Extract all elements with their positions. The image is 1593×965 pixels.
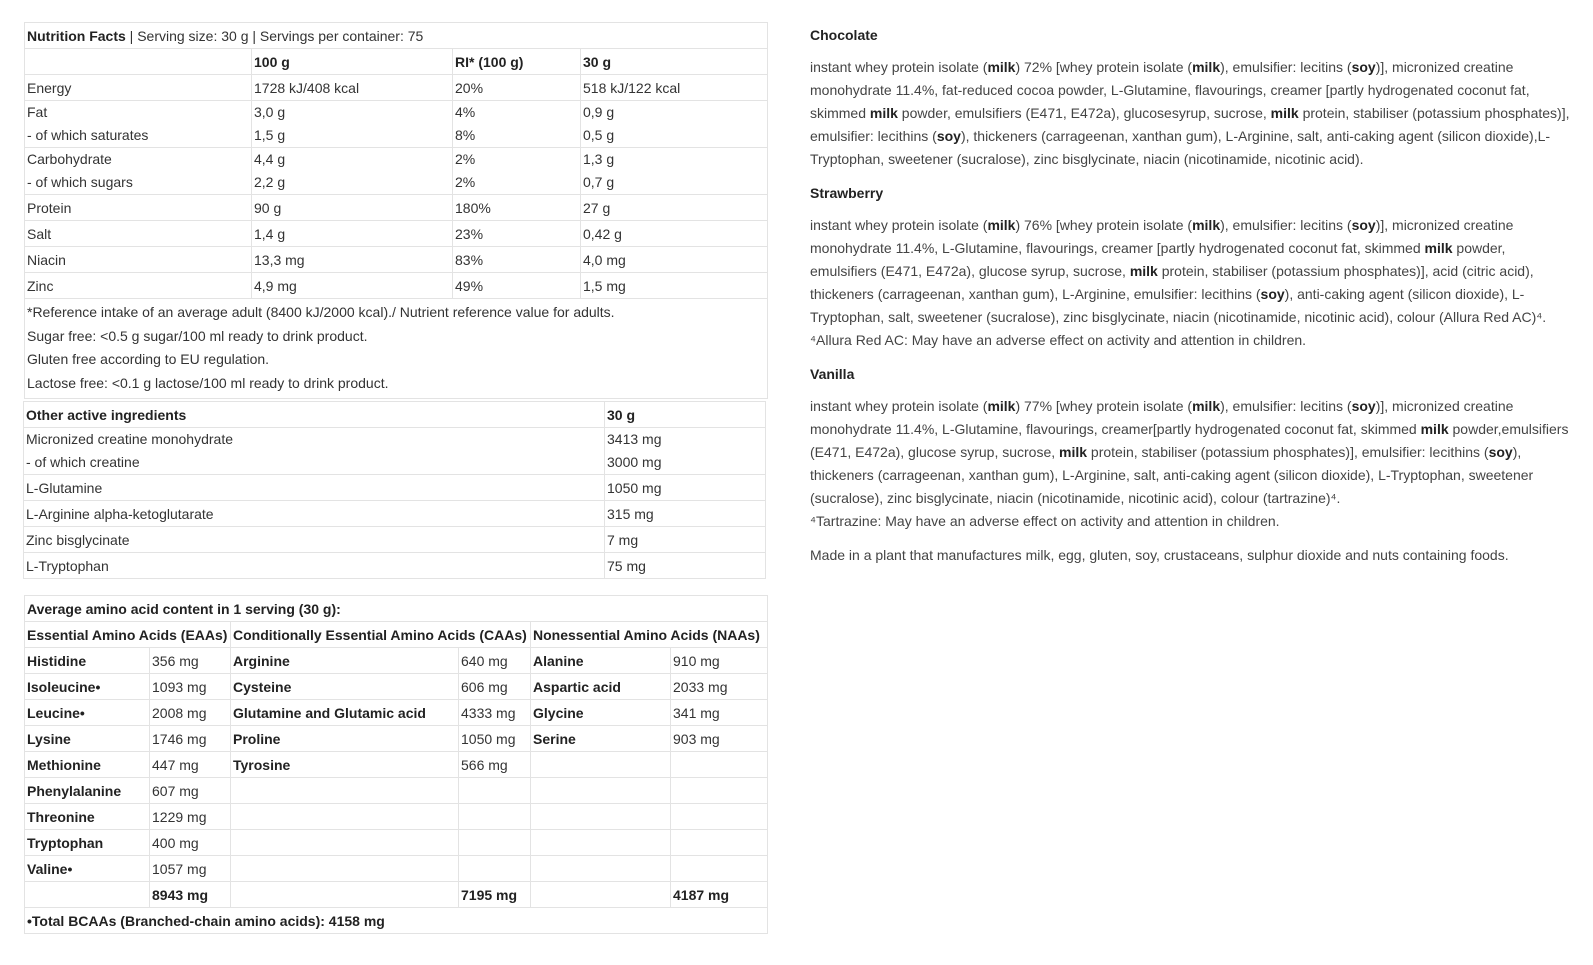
nutrition-title-row bbox=[25, 23, 768, 49]
eaa-value: 447 mg bbox=[150, 752, 231, 778]
naa-value: 910 mg bbox=[671, 648, 768, 674]
value-30g: 27 g bbox=[581, 195, 768, 221]
total-cell bbox=[531, 882, 671, 908]
eaa-value: 400 mg bbox=[150, 830, 231, 856]
caa-name bbox=[231, 804, 459, 830]
flavor-ingredients-text: instant whey protein isolate (milk) 72% [whey protein isolate (milk), emulsifier: lecitins (soy)], micronized creatine monohydrate 11.4%, fat-reduced cocoa powder, L-Glutamine, flavourings, creamer [partly hydrogenated coconut fat, skimmed milk powder, emulsifiers (E471, E472a), glucosesyrup, sucrose, milk protein, stabiliser (potassium phosphates)], emulsifier: lecithins (soy), thickeners (carrageenan, xanthan gum), L-Arginine, salt, anti-caking agent (silicon dioxide),L-Tryptophan, sweetener (sucralose), zinc bisglycinate, niacin (nicotinamide, nicotinic acid). bbox=[810, 59, 1570, 167]
value: 0,9 g bbox=[583, 104, 615, 120]
caa-value: 4333 mg bbox=[459, 700, 531, 726]
caa-value bbox=[459, 804, 531, 830]
value-30g bbox=[581, 101, 768, 148]
total-eaa: 8943 mg bbox=[150, 882, 231, 908]
caa-name bbox=[231, 856, 459, 882]
flavor-title: Chocolate bbox=[810, 27, 878, 43]
caa-name: Tyrosine bbox=[231, 752, 459, 778]
caa-value: 640 mg bbox=[459, 648, 531, 674]
other-header: Other active ingredients bbox=[24, 402, 605, 428]
nutrient-name: Salt bbox=[25, 221, 252, 247]
eaa-name: Lysine bbox=[25, 726, 150, 752]
other-active-ingredients-table bbox=[23, 401, 766, 579]
caa-value: 1050 mg bbox=[459, 726, 531, 752]
allergen-word: milk bbox=[987, 217, 1016, 233]
table-row bbox=[25, 247, 768, 273]
naa-name: Aspartic acid bbox=[531, 674, 671, 700]
eaa-name: Valine• bbox=[25, 856, 150, 882]
eaa-value: 1093 mg bbox=[150, 674, 231, 700]
naa-value bbox=[671, 804, 768, 830]
value: 1,5 g bbox=[254, 127, 286, 143]
allergen-statement: Made in a plant that manufactures milk, egg, gluten, soy, crustaceans, sulphur dioxide and nuts containing foods. bbox=[810, 547, 1509, 563]
table-row bbox=[25, 273, 768, 299]
naa-value: 2033 mg bbox=[671, 674, 768, 700]
amino-acid-table bbox=[24, 595, 768, 934]
note-line: *Reference intake of an average adult (8400 kJ/2000 kcal)./ Nutrient reference value for adults. bbox=[27, 304, 615, 320]
note-line: Gluten free according to EU regulation. bbox=[27, 351, 270, 367]
amino-title-row bbox=[25, 596, 768, 622]
group-header-naa: Nonessential Amino Acids (NAAs) bbox=[531, 622, 768, 648]
table-row bbox=[24, 527, 766, 553]
naa-value bbox=[671, 778, 768, 804]
bcaa-total: •Total BCAAs (Branched-chain amino acids): 4158 mg bbox=[25, 908, 768, 934]
value: 3413 mg bbox=[607, 431, 662, 447]
nutrient-sub: - of which saturates bbox=[27, 127, 149, 143]
value: 4,4 g bbox=[254, 151, 286, 167]
value-30g bbox=[581, 148, 768, 195]
allergen-word: milk bbox=[987, 398, 1016, 414]
nutrient-sub: - of which sugars bbox=[27, 174, 133, 190]
naa-value bbox=[671, 856, 768, 882]
nutrient-name: Zinc bbox=[25, 273, 252, 299]
nutrient-name: Energy bbox=[25, 75, 252, 101]
caa-name: Cysteine bbox=[231, 674, 459, 700]
value: 2,2 g bbox=[254, 174, 286, 190]
value: 2% bbox=[455, 174, 476, 190]
caa-value bbox=[459, 830, 531, 856]
eaa-value: 1229 mg bbox=[150, 804, 231, 830]
group-header-caa: Conditionally Essential Amino Acids (CAAs) bbox=[231, 622, 531, 648]
eaa-value: 607 mg bbox=[150, 778, 231, 804]
naa-value bbox=[671, 752, 768, 778]
table-row bbox=[25, 700, 768, 726]
naa-name bbox=[531, 830, 671, 856]
header-cell: 30 g bbox=[581, 49, 768, 75]
nutrient-name: Niacin bbox=[25, 247, 252, 273]
allergen-word: milk bbox=[1420, 421, 1449, 437]
note-line: Lactose free: <0.1 g lactose/100 ml ready to drink product. bbox=[27, 374, 389, 391]
amino-footer-row bbox=[25, 908, 768, 934]
naa-name bbox=[531, 752, 671, 778]
table-row bbox=[25, 804, 768, 830]
eaa-name: Tryptophan bbox=[25, 830, 150, 856]
naa-value: 903 mg bbox=[671, 726, 768, 752]
eaa-value: 1746 mg bbox=[150, 726, 231, 752]
caa-name: Arginine bbox=[231, 648, 459, 674]
allergen-word: milk bbox=[1424, 240, 1453, 256]
value: 2% bbox=[455, 151, 476, 167]
eaa-value: 1057 mg bbox=[150, 856, 231, 882]
nutrient-name bbox=[25, 101, 252, 148]
table-row bbox=[25, 830, 768, 856]
eaa-name: Isoleucine• bbox=[25, 674, 150, 700]
allergen-word: soy bbox=[1351, 398, 1376, 414]
table-row bbox=[25, 148, 768, 195]
value-ri: 83% bbox=[453, 247, 581, 273]
amino-group-row bbox=[25, 622, 768, 648]
table-row bbox=[25, 648, 768, 674]
eaa-value: 2008 mg bbox=[150, 700, 231, 726]
amino-totals-row bbox=[25, 882, 768, 908]
table-row bbox=[25, 101, 768, 148]
amino-rows bbox=[25, 648, 768, 882]
table-row bbox=[24, 501, 766, 527]
naa-name: Glycine bbox=[531, 700, 671, 726]
flavor-title: Vanilla bbox=[810, 366, 855, 382]
allergen-word: milk bbox=[869, 105, 898, 121]
header-cell bbox=[25, 49, 252, 75]
flavor-note: ⁴Tartrazine: May have an adverse effect on activity and attention in children. bbox=[810, 513, 1280, 529]
total-cell bbox=[25, 882, 150, 908]
value: 0,7 g bbox=[583, 174, 615, 190]
caa-value: 566 mg bbox=[459, 752, 531, 778]
value-ri: 23% bbox=[453, 221, 581, 247]
naa-name: Serine bbox=[531, 726, 671, 752]
group-header-eaa: Essential Amino Acids (EAAs) bbox=[25, 622, 231, 648]
caa-name: Glutamine and Glutamic acid bbox=[231, 700, 459, 726]
flavor-vanilla bbox=[810, 363, 1570, 533]
ingredient-value: 315 mg bbox=[605, 501, 766, 527]
naa-value: 341 mg bbox=[671, 700, 768, 726]
total-cell bbox=[231, 882, 459, 908]
naa-name bbox=[531, 778, 671, 804]
allergen-word: milk bbox=[1192, 398, 1221, 414]
eaa-value: 356 mg bbox=[150, 648, 231, 674]
header-cell: RI* (100 g) bbox=[453, 49, 581, 75]
value-ri: 20% bbox=[453, 75, 581, 101]
allergen-word: milk bbox=[1129, 263, 1158, 279]
ingredient-value: 1050 mg bbox=[605, 475, 766, 501]
caa-value bbox=[459, 856, 531, 882]
flavor-ingredients-text: instant whey protein isolate (milk) 77% [whey protein isolate (milk), emulsifier: lecitins (soy)], micronized creatine monohydrate 11.4%, L-Glutamine, flavourings, creamer[partly hydrogenated coconut fat, skimmed milk powder,emulsifiers (E471, E472a), glucose syrup, sucrose, milk protein, stabiliser (potassium phosphates)], emulsifier: lecithins (soy), thickeners (carrageenan, xanthan gum), L-Arginine, salt, anti-caking agent (silicon dioxide), L-Tryptophan, sweetener (sucralose), zinc bisglycinate, niacin (nicotinamide, nicotinic acid), colour (tartrazine)⁴. bbox=[810, 398, 1569, 506]
value: 3000 mg bbox=[607, 454, 662, 470]
table-row bbox=[25, 726, 768, 752]
header-cell: 100 g bbox=[252, 49, 453, 75]
flavor-strawberry bbox=[810, 182, 1570, 352]
value: 8% bbox=[455, 127, 476, 143]
allergen-word: soy bbox=[936, 128, 961, 144]
value-100g bbox=[252, 148, 453, 195]
caa-value bbox=[459, 778, 531, 804]
value: 1,3 g bbox=[583, 151, 615, 167]
nutrition-notes-row bbox=[25, 299, 768, 399]
nutrition-title: Nutrition Facts bbox=[27, 27, 126, 44]
naa-name: Alanine bbox=[531, 648, 671, 674]
table-row bbox=[24, 553, 766, 579]
eaa-name: Methionine bbox=[25, 752, 150, 778]
value-100g: 90 g bbox=[252, 195, 453, 221]
value-30g: 4,0 mg bbox=[581, 247, 768, 273]
value-30g: 1,5 mg bbox=[581, 273, 768, 299]
value-100g: 1,4 g bbox=[252, 221, 453, 247]
table-row bbox=[25, 195, 768, 221]
caa-name bbox=[231, 830, 459, 856]
eaa-name: Histidine bbox=[25, 648, 150, 674]
table-row bbox=[25, 856, 768, 882]
table-row bbox=[25, 221, 768, 247]
nutrient-name bbox=[25, 148, 252, 195]
allergen-word: milk bbox=[1270, 105, 1299, 121]
allergen-word: milk bbox=[1192, 217, 1221, 233]
value-100g: 13,3 mg bbox=[252, 247, 453, 273]
allergen-word: soy bbox=[1351, 217, 1376, 233]
caa-value: 606 mg bbox=[459, 674, 531, 700]
table-row bbox=[24, 475, 766, 501]
value-100g: 4,9 mg bbox=[252, 273, 453, 299]
ingredient-value: 75 mg bbox=[605, 553, 766, 579]
table-row bbox=[24, 428, 766, 475]
value-30g: 518 kJ/122 kcal bbox=[581, 75, 768, 101]
caa-name bbox=[231, 778, 459, 804]
naa-value bbox=[671, 830, 768, 856]
value: 4% bbox=[455, 104, 476, 120]
ingredient-value bbox=[605, 428, 766, 475]
flavor-chocolate bbox=[810, 24, 1570, 171]
allergen-word: milk bbox=[1192, 59, 1221, 75]
other-col-header: 30 g bbox=[605, 402, 766, 428]
ingredient-name bbox=[24, 428, 605, 475]
flavor-title: Strawberry bbox=[810, 185, 884, 201]
eaa-name: Leucine• bbox=[25, 700, 150, 726]
table-row bbox=[25, 674, 768, 700]
ingredient-name: L-Glutamine bbox=[24, 475, 605, 501]
naa-name bbox=[531, 804, 671, 830]
ingredient-name: L-Tryptophan bbox=[24, 553, 605, 579]
allergen-word: soy bbox=[1351, 59, 1376, 75]
flavor-ingredients-text: instant whey protein isolate (milk) 76% [whey protein isolate (milk), emulsifier: lecitins (soy)], micronized creatine monohydrate 11.4%, L-Glutamine, flavourings, creamer [partly hydrogenated coconut fat, skimmed milk powder, emulsifiers (E471, E472a), glucose syrup, sucrose, milk protein, stabiliser (potassium phosphates)], acid (citric acid), thickeners (carrageenan, xanthan gum), L-Arginine, emulsifier: lecithins (soy), anti-caking agent (silicon dioxide), L-Tryptophan, salt, sweetener (sucralose), zinc bisglycinate, niacin (nicotinamide, nicotinic acid), colour (Allura Red AC)⁴. bbox=[810, 217, 1547, 325]
allergen-word: soy bbox=[1488, 444, 1513, 460]
nutrition-notes bbox=[25, 299, 768, 399]
serving-info: | Serving size: 30 g | Servings per container: 75 bbox=[125, 27, 424, 44]
ingredient-name: L-Arginine alpha-ketoglutarate bbox=[24, 501, 605, 527]
value-ri bbox=[453, 101, 581, 148]
value-ri: 49% bbox=[453, 273, 581, 299]
allergen-word: soy bbox=[1260, 286, 1285, 302]
allergen-word: milk bbox=[1059, 444, 1088, 460]
nutrition-header-row bbox=[25, 49, 768, 75]
ingredient-name: Zinc bisglycinate bbox=[24, 527, 605, 553]
other-header-row bbox=[24, 402, 766, 428]
nutrition-facts-table bbox=[24, 22, 768, 399]
value-30g: 0,42 g bbox=[581, 221, 768, 247]
nutrient-main: Carbohydrate bbox=[27, 151, 112, 167]
allergen-word: milk bbox=[987, 59, 1016, 75]
nutrient-name: Protein bbox=[25, 195, 252, 221]
table-row bbox=[25, 75, 768, 101]
nutrition-title-cell bbox=[25, 23, 768, 49]
eaa-name: Phenylalanine bbox=[25, 778, 150, 804]
table-row bbox=[25, 752, 768, 778]
total-caa: 7195 mg bbox=[459, 882, 531, 908]
flavor-note: ⁴Allura Red AC: May have an adverse effect on activity and attention in children. bbox=[810, 332, 1307, 348]
value: 3,0 g bbox=[254, 104, 286, 120]
note-line: Sugar free: <0.5 g sugar/100 ml ready to drink product. bbox=[27, 327, 368, 344]
eaa-name: Threonine bbox=[25, 804, 150, 830]
caa-name: Proline bbox=[231, 726, 459, 752]
naa-name bbox=[531, 856, 671, 882]
ingredient-sub: - of which creatine bbox=[26, 454, 140, 470]
flavor-ingredients bbox=[810, 24, 1570, 567]
value-100g: 1728 kJ/408 kcal bbox=[252, 75, 453, 101]
value: 0,5 g bbox=[583, 127, 615, 143]
ingredient-main: Micronized creatine monohydrate bbox=[26, 431, 233, 447]
value-ri: 180% bbox=[453, 195, 581, 221]
amino-title: Average amino acid content in 1 serving (30 g): bbox=[25, 596, 768, 622]
value-ri bbox=[453, 148, 581, 195]
table-row bbox=[25, 778, 768, 804]
value-100g bbox=[252, 101, 453, 148]
total-naa: 4187 mg bbox=[671, 882, 768, 908]
nutrient-main: Fat bbox=[27, 104, 48, 120]
ingredient-value: 7 mg bbox=[605, 527, 766, 553]
